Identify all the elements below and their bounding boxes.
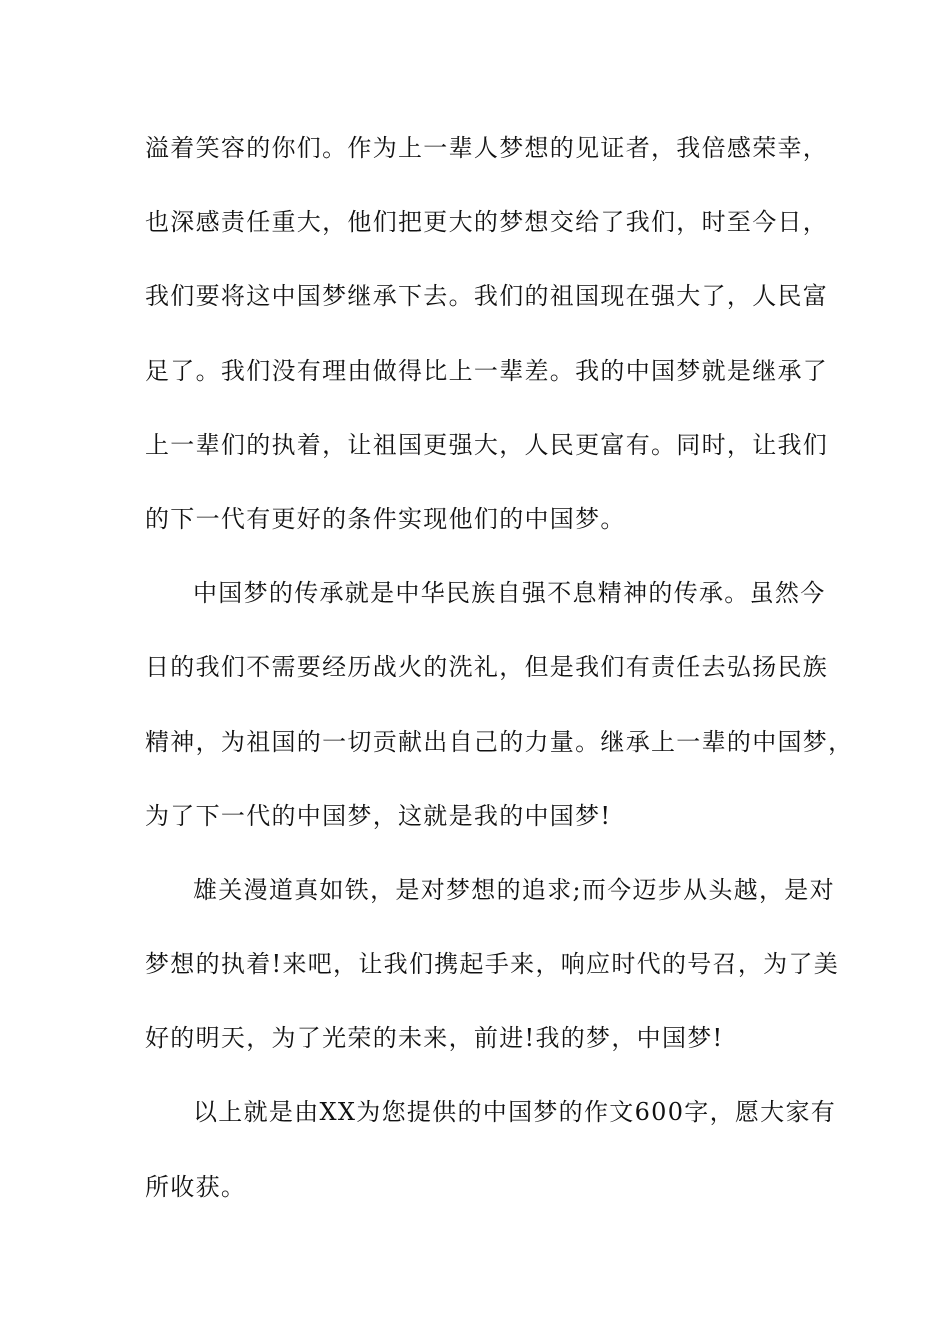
text-line: 上一辈们的执着，让祖国更强大，人民更富有。同时，让我们 (145, 430, 829, 459)
text-line: 也深感责任重大，他们把更大的梦想交给了我们，时至今日， (145, 208, 829, 237)
text-line: 所收获。 (145, 1172, 247, 1201)
essay-body (145, 134, 854, 1247)
text-line: 足了。我们没有理由做得比上一辈差。我的中国梦就是继承了 (145, 356, 829, 385)
text-line: 我们要将这中国梦继承下去。我们的祖国现在强大了，人民富 (145, 282, 829, 311)
paragraph-first-line: 雄关漫道真如铁，是对梦想的追求;而今迈步从头越，是对 (193, 875, 835, 904)
paragraph-first-line: 中国梦的传承就是中华民族自强不息精神的传承。虽然今 (193, 579, 826, 608)
text-line: 精神，为祖国的一切贡献出自己的力量。继承上一辈的中国梦， (145, 727, 854, 756)
text-line: 溢着笑容的你们。作为上一辈人梦想的见证者，我倍感荣幸， (145, 134, 829, 162)
text-line: 的下一代有更好的条件实现他们的中国梦。 (145, 504, 626, 533)
text-line: 好的明天，为了光荣的未来，前进!我的梦，中国梦! (145, 1024, 724, 1053)
text-line: 为了下一代的中国梦，这就是我的中国梦! (145, 801, 612, 830)
text-line: 梦想的执着!来吧，让我们携起手来，响应时代的号召，为了美 (145, 950, 840, 979)
paragraph-first-line: 以上就是由XX为您提供的中国梦的作文600字，愿大家有 (193, 1098, 837, 1127)
text-line: 日的我们不需要经历战火的洗礼，但是我们有责任去弘扬民族 (145, 653, 829, 682)
